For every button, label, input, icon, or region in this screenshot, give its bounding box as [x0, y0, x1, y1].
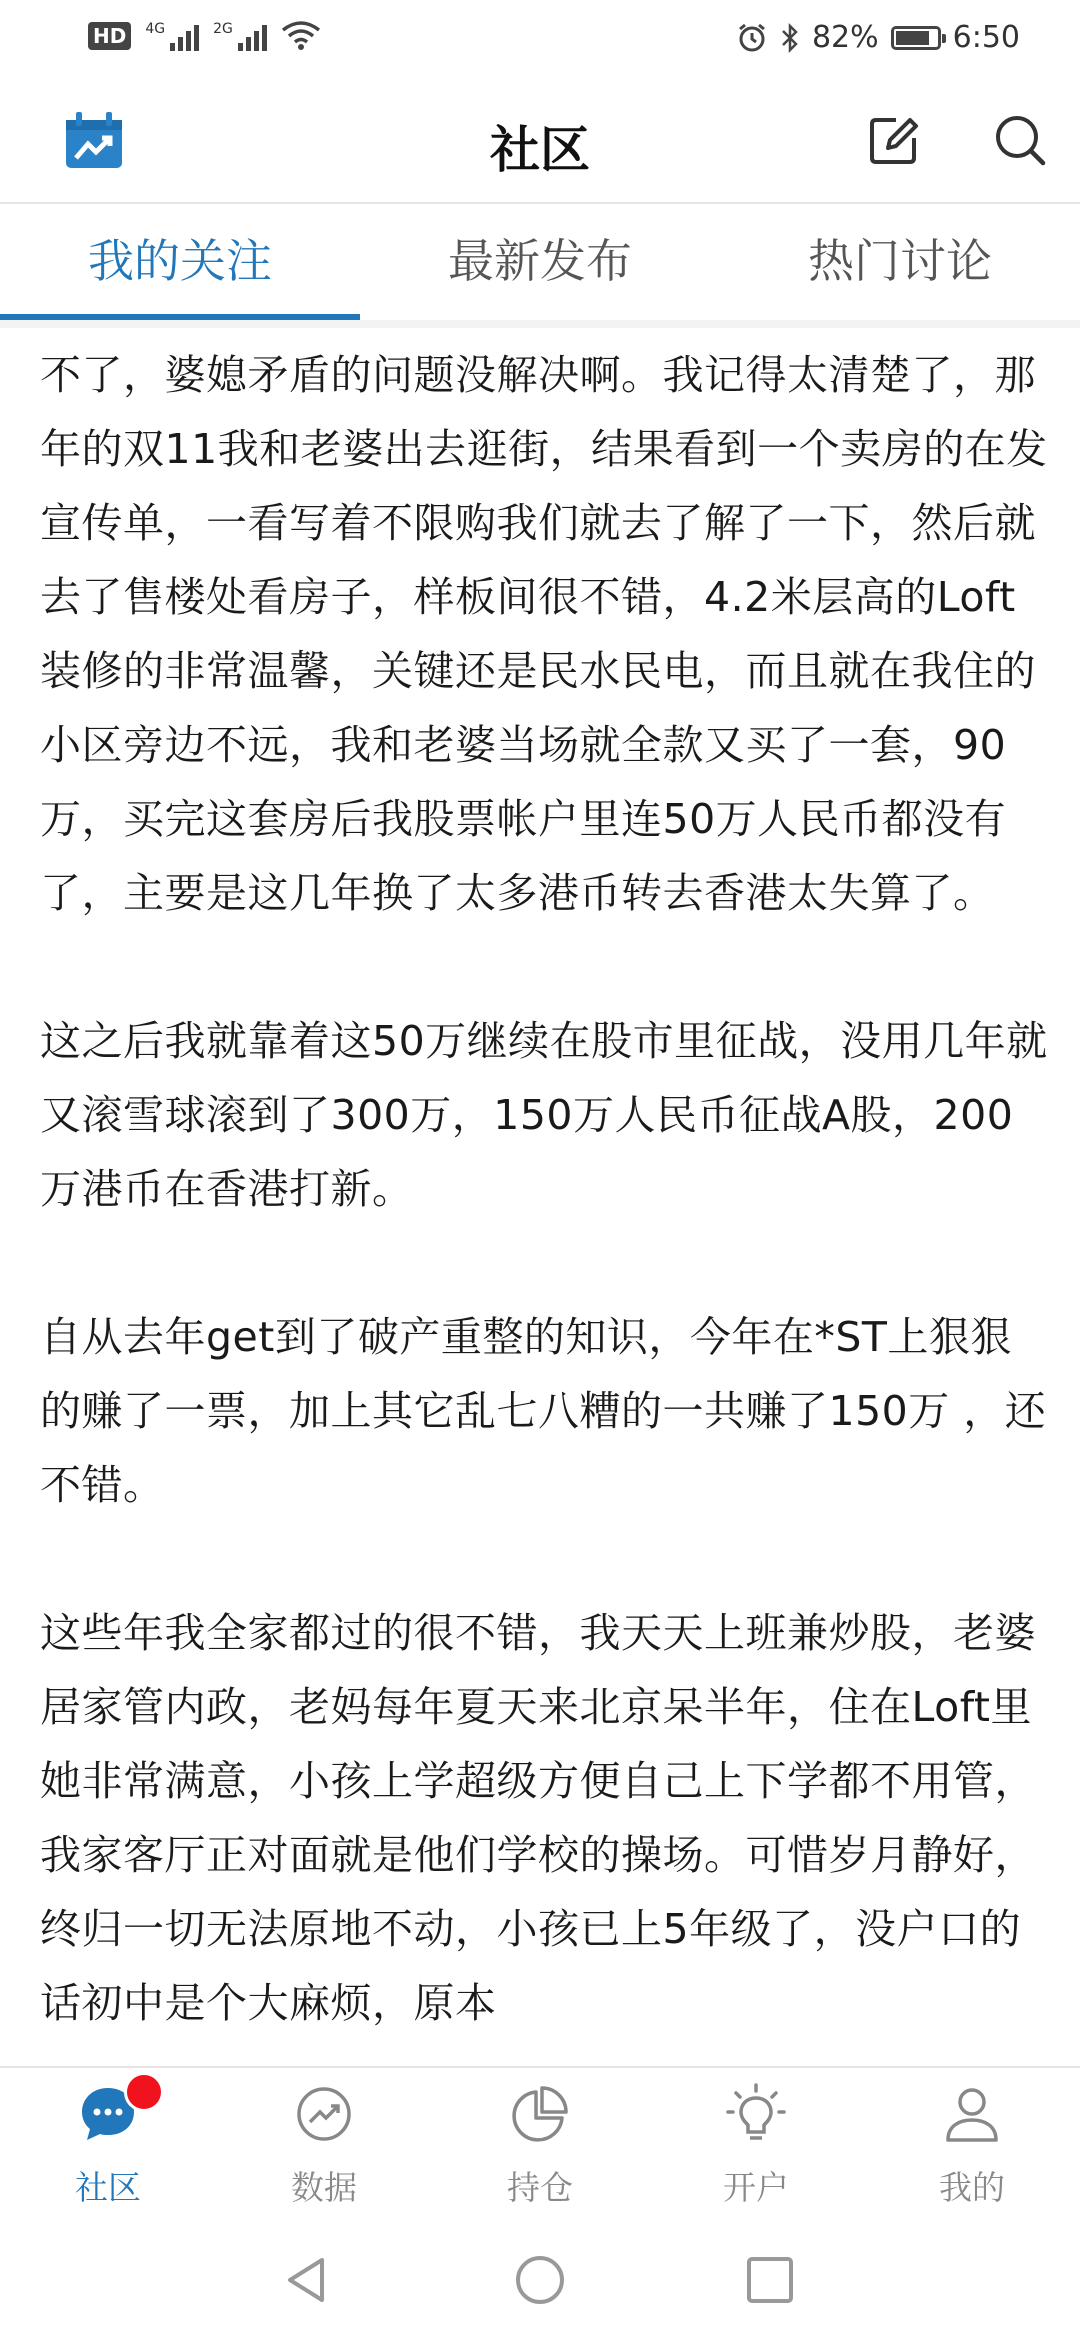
edit-icon[interactable] [866, 112, 922, 168]
status-right [736, 20, 1020, 55]
bluetooth-icon [780, 22, 800, 54]
nav-label: 数据 [291, 2168, 357, 2207]
nav-data[interactable] [216, 2068, 432, 2220]
nav-me[interactable] [864, 2068, 1080, 2220]
lightbulb-icon [724, 2082, 788, 2146]
signal-icon-sim1: 4G [145, 21, 199, 51]
nav-label: 社区 [75, 2168, 141, 2207]
clock: 6:50 [952, 20, 1020, 55]
nav-holdings[interactable] [432, 2068, 648, 2220]
pie-chart-icon [508, 2082, 572, 2146]
post-paragraph: 这之后我就靠着这50万继续在股市里征战，没用几年就又滚雪球滚到了300万，150万人民币征战A股，200万港币在香港打新。 [40, 1017, 1048, 1213]
bottom-nav [0, 2066, 1080, 2220]
status-left [88, 20, 321, 52]
hd-indicator: HD [88, 22, 131, 50]
nav-label: 我的 [939, 2168, 1005, 2207]
search-icon[interactable] [992, 112, 1048, 168]
back-icon[interactable] [280, 2252, 336, 2308]
tab-bar [0, 202, 1080, 322]
user-icon [940, 2082, 1004, 2146]
wifi-icon [281, 20, 321, 52]
signal-icon-sim2: 2G [213, 21, 267, 51]
app-header [0, 80, 1080, 204]
post-paragraph: 不了，婆媳矛盾的问题没解决啊。我记得太清楚了，那年的双11我和老婆出去逛街，结果看到一个卖房的在发宣传单，一看写着不限购我们就去了解了一下，然后就去了售楼处看房子，样板间很不错，4.2米层高的Loft装修的非常温馨，关键还是民水民电，而且就在我住的小区旁边不远，我和老婆当场就全款又买了一套，90万，买完这套房后我股票帐户里连50万人民币都没有了，主要是这几年换了太多港币转去香港太失算了。 [40, 351, 1048, 917]
post-paragraph: 自从去年get到了破产重整的知识，今年在*ST上狠狠的赚了一票，加上其它乱七八糟的一共赚了150万 ，还不错。 [40, 1313, 1047, 1509]
nav-label: 开户 [723, 2168, 789, 2207]
status-bar [0, 0, 1080, 80]
post-content[interactable] [40, 338, 1050, 2068]
nav-open-account[interactable] [648, 2068, 864, 2220]
tab-latest[interactable]: 最新发布 [448, 234, 632, 288]
post-paragraph: 这些年我全家都过的很不错，我天天上班兼炒股，老婆居家管内政，老妈每年夏天来北京呆半年，住在Loft里她非常满意，小孩上学超级方便自己上下学都不用管，我家客厅正对面就是他们学校的操场。可惜岁月静好，终归一切无法原地不动，小孩已上5年级了，没户口的话初中是个大麻烦，原本 [40, 1609, 1036, 2027]
alarm-icon [736, 22, 768, 54]
system-nav-bar [0, 2218, 1080, 2340]
tab-hot[interactable]: 热门讨论 [808, 234, 992, 288]
battery-icon [891, 26, 941, 50]
trend-chart-icon [292, 2082, 356, 2146]
divider [0, 320, 1080, 328]
tab-following[interactable]: 我的关注 [88, 234, 272, 288]
notification-badge [124, 2072, 164, 2112]
battery-percent: 82% [811, 20, 879, 55]
nav-label: 持仓 [507, 2168, 573, 2207]
page-title: 社区 [490, 121, 590, 179]
recents-icon[interactable] [742, 2252, 798, 2308]
home-icon[interactable] [512, 2252, 568, 2308]
nav-community[interactable] [0, 2068, 216, 2220]
